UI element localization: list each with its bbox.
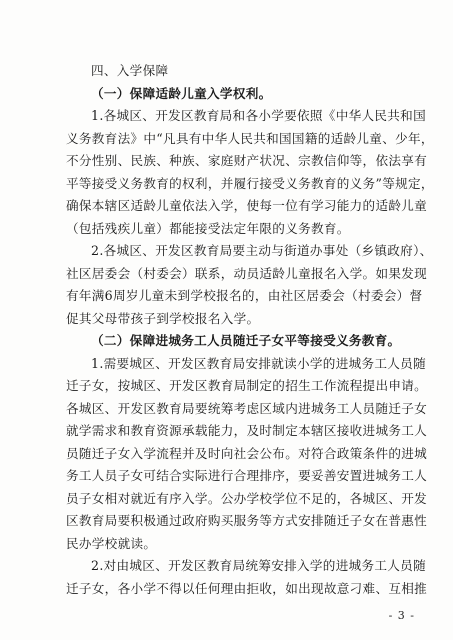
text-line: 区教育局要积极通过政府购买服务等方式安排随迁子女在普惠性 <box>66 513 428 528</box>
text-line: 社区居委会（村委会）联系，动员适龄儿童报名入学。如果发现 <box>66 265 428 281</box>
text-line: （包括残疾儿童）都能接受法定年限的义务教育。 <box>66 220 350 236</box>
text-line: 各城区、开发区教育局要统筹考虑区域内进城务工人员随迁子女 <box>66 400 428 416</box>
text-line: 1.需要城区、开发区教育局安排就读小学的进城务工人员随 <box>91 355 426 371</box>
text-line: 迁子女，各小学不得以任何理由拒收，如出现故意刁难、互相推 <box>66 580 428 596</box>
document-body <box>66 60 434 600</box>
text-line: 务工人员子女可结合实际进行合理排序，要妥善安置进城务工人 <box>66 468 428 483</box>
subsection-heading: （二）保障进城务工人员随迁子女平等接受义务教育。 <box>91 333 401 348</box>
text-line: 有年满6周岁儿童未到学校报名的，由社区居委会（村委会）督 <box>66 288 423 303</box>
text-line: 2.各城区、开发区教育局要主动与街道办事处（乡镇政府）、 <box>91 243 433 258</box>
text-line: 义务教育法》中“凡具有中华人民共和国国籍的适龄儿童、少年， <box>66 130 434 146</box>
paragraph <box>66 353 428 556</box>
paragraph <box>66 555 428 600</box>
text-line: 确保本辖区适龄儿童依法入学，使每一位有学习能力的适龄儿童 <box>66 198 428 213</box>
section-title: 四、入学保障 <box>91 63 169 78</box>
text-line: 2.对由城区、开发区教育局统筹安排入学的进城务工人员随 <box>91 558 426 573</box>
text-line: 促其父母带孩子到学校报名入学。 <box>66 310 260 326</box>
page-number: - 3 - <box>388 609 415 622</box>
text-line: 员子女相对就近有序入学。公办学校学位不足的，各城区、开发 <box>66 490 428 506</box>
text-line: 就学需求和教育资源承载能力，及时制定本辖区接收进城务工人 <box>66 423 428 438</box>
paragraph <box>66 240 433 330</box>
text-line: 平等接受义务教育的权利，并履行接受义务教育的义务”等规定， <box>66 175 434 191</box>
subsection-heading: （一）保障适龄儿童入学权利。 <box>91 85 272 101</box>
text-line: 迁子女，按城区、开发区教育局制定的招生工作流程提出申请。 <box>66 378 428 393</box>
paragraph <box>66 105 434 240</box>
text-line: 不分性别、民族、种族、家庭财产状况、宗教信仰等，依法享有 <box>66 153 428 168</box>
text-line: 民办学校就读。 <box>66 535 157 551</box>
text-line: 1.各城区、开发区教育局和各小学要依照《中华人民共和国 <box>91 108 426 123</box>
text-line: 员随迁子女入学流程并及时向社会公布。对符合政策条件的进城 <box>66 445 428 461</box>
